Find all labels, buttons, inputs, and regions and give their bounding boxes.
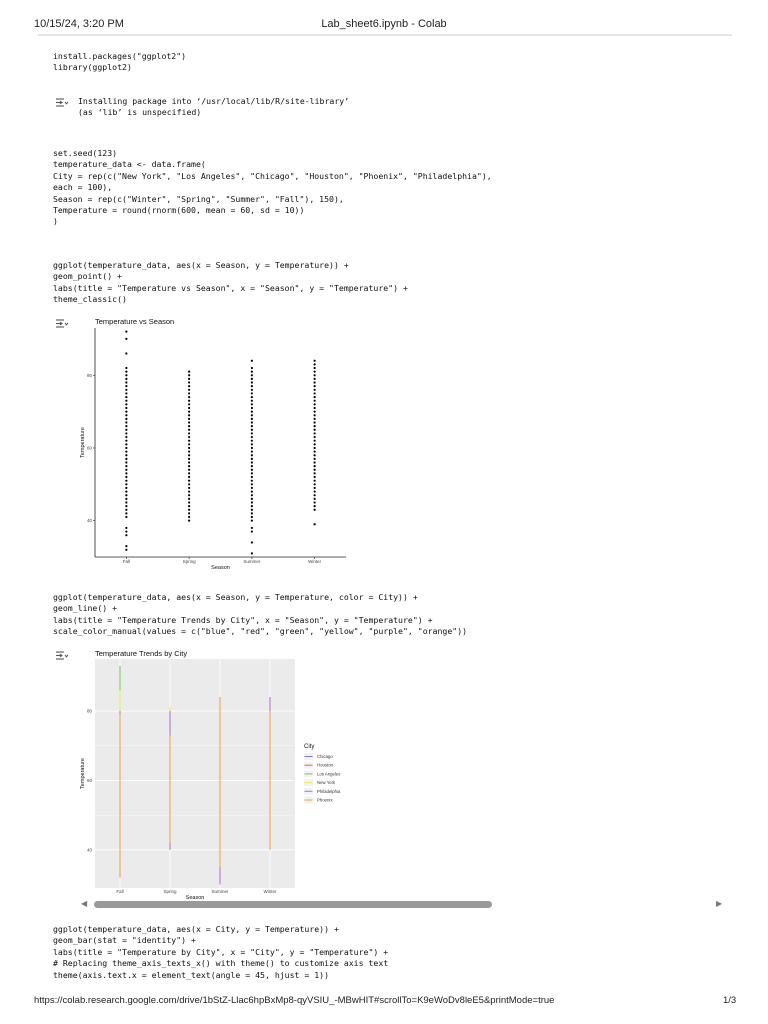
y-tick-label: 80: [86, 708, 92, 714]
data-point: [125, 407, 127, 409]
data-point: [251, 527, 253, 529]
y-tick-label: 60: [86, 445, 92, 451]
x-tick-label: Summer: [211, 889, 229, 894]
x-tick-label: Winter: [308, 559, 322, 564]
data-point: [314, 523, 316, 525]
data-point: [188, 374, 190, 376]
x-tick-label: Spring: [182, 559, 196, 564]
data-point: [251, 407, 253, 409]
data-point: [188, 501, 190, 503]
x-axis-label: Season: [185, 895, 205, 901]
data-point: [314, 480, 316, 482]
data-point: [188, 436, 190, 438]
data-point: [314, 450, 316, 452]
data-point: [314, 418, 316, 420]
data-point: [314, 440, 316, 442]
data-point: [188, 487, 190, 489]
data-point: [125, 527, 127, 529]
data-point: [314, 436, 316, 438]
data-point: [314, 469, 316, 471]
data-point: [125, 396, 127, 398]
data-point: [251, 421, 253, 423]
data-point: [314, 454, 316, 456]
install-output-text: Installing package into ‘/usr/local/lib/R/site-library’ (as ‘lib’ is unspecified): [78, 96, 350, 118]
data-point: [251, 476, 253, 478]
data-point: [314, 381, 316, 383]
data-point: [125, 374, 127, 376]
data-point: [314, 363, 316, 365]
data-point: [314, 465, 316, 467]
data-point: [125, 432, 127, 434]
data-point: [188, 371, 190, 373]
y-axis-label: Temperature: [80, 758, 86, 789]
line-chart: [76, 646, 366, 901]
x-axis-label: Season: [211, 565, 230, 571]
legend-label: New York: [317, 780, 336, 786]
data-point: [125, 400, 127, 402]
data-point: [125, 389, 127, 391]
data-point: [251, 512, 253, 514]
data-point: [125, 450, 127, 452]
data-point: [251, 440, 253, 442]
data-point: [125, 465, 127, 467]
data-point: [314, 487, 316, 489]
data-point: [125, 414, 127, 416]
data-point: [125, 530, 127, 532]
data-point: [188, 509, 190, 511]
data-point: [251, 458, 253, 460]
data-point: [188, 490, 190, 492]
x-tick-label: Spring: [163, 889, 177, 894]
data-point: [251, 432, 253, 434]
legend-label: Philadelphia: [317, 788, 341, 794]
data-point: [125, 454, 127, 456]
x-tick-label: Fall: [122, 559, 131, 564]
scatter-chart: [76, 314, 356, 576]
data-point: [125, 483, 127, 485]
data-point: [314, 374, 316, 376]
data-point: [251, 436, 253, 438]
data-point: [314, 490, 316, 492]
data-point: [188, 396, 190, 398]
data-point: [251, 396, 253, 398]
data-point: [251, 541, 253, 543]
data-point: [125, 425, 127, 427]
data-point: [314, 429, 316, 431]
data-point: [314, 378, 316, 380]
data-point: [188, 520, 190, 522]
output-toggle-icon[interactable]: [55, 650, 69, 662]
data-point: [251, 378, 253, 380]
data-point: [251, 480, 253, 482]
y-tick-label: 40: [86, 518, 92, 524]
document-title: Lab_sheet6.ipynb - Colab: [321, 18, 447, 30]
data-point: [314, 367, 316, 369]
scroll-left-icon[interactable]: ◀: [81, 899, 88, 908]
data-point: [188, 469, 190, 471]
data-point: [251, 530, 253, 532]
data-point: [125, 352, 127, 354]
data-point: [314, 414, 316, 416]
data-point: [251, 411, 253, 413]
data-point: [188, 414, 190, 416]
data-point: [188, 498, 190, 500]
data-point: [314, 396, 316, 398]
data-point: [125, 501, 127, 503]
data-point: [188, 440, 190, 442]
data-point: [251, 385, 253, 387]
legend-label: Los Angeles: [317, 771, 341, 777]
data-point: [251, 516, 253, 518]
y-axis-label: Temperature: [80, 427, 86, 458]
data-point: [188, 443, 190, 445]
data-point: [251, 454, 253, 456]
data-point: [314, 483, 316, 485]
data-point: [188, 411, 190, 413]
legend-label: Phoenix: [317, 797, 333, 803]
data-point: [314, 472, 316, 474]
data-point: [314, 501, 316, 503]
data-point: [125, 421, 127, 423]
data-point: [314, 411, 316, 413]
data-point: [251, 505, 253, 507]
code-cell-scatter-plot[interactable]: ggplot(temperature_data, aes(x = Season, y = Temperature)) + geom_point() + labs(title = "Temperature vs Season", x = "Season", y = "Temperature") + theme_classic(): [53, 260, 408, 305]
data-point: [188, 400, 190, 402]
data-point: [251, 429, 253, 431]
scroll-right-icon[interactable]: ▶: [716, 899, 723, 908]
data-point: [251, 389, 253, 391]
data-point: [314, 498, 316, 500]
data-point: [314, 360, 316, 362]
data-point: [125, 418, 127, 420]
data-point: [251, 443, 253, 445]
code-cell-bar-plot[interactable]: ggplot(temperature_data, aes(x = City, y = Temperature)) + geom_bar(stat = "identity") + labs(title = "Temperature by City", x = "City", y = "Temperature") + # Replacing theme_axis_texts_x() with theme() to customize axis text theme(axis.text.x = element_text(angle = 45, hjust = 1)): [53, 924, 389, 980]
data-point: [125, 494, 127, 496]
page-number: 1/3: [723, 995, 737, 1006]
data-point: [251, 498, 253, 500]
y-tick-label: 40: [86, 847, 92, 853]
data-point: [314, 458, 316, 460]
data-point: [125, 392, 127, 394]
data-point: [314, 447, 316, 449]
code-cell-data-frame[interactable]: set.seed(123) temperature_data <- data.frame( City = rep(c("New York", "Los Angeles", "Chicago", "Houston", "Phoenix", "Philadelphia"), each = 100), Season = rep(c("Winter", "Spring", "Summer", "Fall"), 150), Temperature = round(rnorm(600, mean = 60, sd = 10)) ): [53, 148, 492, 227]
data-point: [188, 512, 190, 514]
data-point: [125, 549, 127, 551]
data-point: [125, 403, 127, 405]
data-point: [188, 407, 190, 409]
data-point: [125, 378, 127, 380]
data-point: [125, 509, 127, 511]
data-point: [188, 454, 190, 456]
data-point: [125, 443, 127, 445]
data-point: [188, 447, 190, 449]
x-tick-label: Fall: [116, 889, 124, 894]
data-point: [251, 469, 253, 471]
data-point: [188, 472, 190, 474]
data-point: [188, 403, 190, 405]
data-point: [251, 418, 253, 420]
data-point: [251, 450, 253, 452]
data-point: [125, 436, 127, 438]
data-point: [125, 367, 127, 369]
data-point: [125, 490, 127, 492]
data-point: [251, 400, 253, 402]
data-point: [251, 414, 253, 416]
code-cell-install[interactable]: install.packages("ggplot2") library(ggplot2): [53, 51, 187, 73]
data-point: [125, 458, 127, 460]
data-point: [314, 494, 316, 496]
data-point: [314, 400, 316, 402]
data-point: [314, 403, 316, 405]
y-tick-label: 60: [86, 777, 92, 783]
data-point: [125, 512, 127, 514]
data-point: [125, 516, 127, 518]
data-point: [125, 534, 127, 536]
data-point: [125, 505, 127, 507]
data-point: [125, 480, 127, 482]
data-point: [314, 505, 316, 507]
legend-label: Chicago: [317, 754, 333, 759]
data-point: [314, 392, 316, 394]
data-point: [188, 480, 190, 482]
data-point: [251, 509, 253, 511]
data-point: [251, 403, 253, 405]
data-point: [314, 389, 316, 391]
data-point: [188, 429, 190, 431]
data-point: [125, 338, 127, 340]
data-point: [188, 505, 190, 507]
data-point: [125, 411, 127, 413]
data-point: [125, 469, 127, 471]
data-point: [125, 381, 127, 383]
output-toggle-icon[interactable]: [55, 97, 69, 109]
data-point: [125, 461, 127, 463]
data-point: [125, 545, 127, 547]
data-point: [251, 520, 253, 522]
print-datetime: 10/15/24, 3:20 PM: [34, 18, 124, 30]
plot-panel: [95, 659, 295, 888]
data-point: [251, 425, 253, 427]
data-point: [188, 421, 190, 423]
data-point: [125, 429, 127, 431]
line-plot-output: [76, 646, 366, 901]
data-point: [251, 367, 253, 369]
data-point: [188, 432, 190, 434]
chart-title: Temperature vs Season: [95, 317, 175, 326]
data-point: [125, 472, 127, 474]
page-url: https://colab.research.google.com/drive/1bStZ-Llac6hpBxMp8-qyVSIU_-MBwHIT#scrollTo=K9eWoDv8leE5&printMode=true: [34, 995, 555, 1006]
data-point: [188, 458, 190, 460]
data-point: [314, 509, 316, 511]
data-point: [251, 487, 253, 489]
data-point: [125, 440, 127, 442]
data-point: [314, 407, 316, 409]
legend-title: City: [304, 744, 315, 750]
data-point: [125, 487, 127, 489]
y-tick-label: 80: [86, 372, 92, 378]
data-point: [188, 461, 190, 463]
data-point: [188, 465, 190, 467]
data-point: [188, 392, 190, 394]
data-point: [125, 447, 127, 449]
data-point: [251, 494, 253, 496]
data-point: [251, 552, 253, 554]
data-point: [314, 432, 316, 434]
data-point: [188, 483, 190, 485]
data-point: [125, 371, 127, 373]
data-point: [251, 447, 253, 449]
chart-title: Temperature Trends by City: [95, 649, 188, 658]
data-point: [188, 476, 190, 478]
x-tick-label: Winter: [263, 889, 277, 894]
data-point: [251, 465, 253, 467]
data-point: [251, 392, 253, 394]
data-point: [251, 461, 253, 463]
data-point: [314, 421, 316, 423]
data-point: [188, 389, 190, 391]
data-point: [314, 461, 316, 463]
data-point: [188, 494, 190, 496]
data-point: [314, 443, 316, 445]
data-point: [314, 385, 316, 387]
data-point: [188, 425, 190, 427]
data-point: [314, 425, 316, 427]
data-point: [188, 418, 190, 420]
data-point: [188, 450, 190, 452]
data-point: [251, 490, 253, 492]
code-cell-line-plot[interactable]: ggplot(temperature_data, aes(x = Season, y = Temperature, color = City)) + geom_line() + labs(title = "Temperature Trends by City", x = "Season", y = "Temperature") + scale_color_manual(values = c("blue", "red", "green", "yellow", "purple", "orange")): [53, 592, 468, 637]
data-point: [251, 374, 253, 376]
x-tick-label: Summer: [243, 559, 261, 564]
data-point: [188, 385, 190, 387]
legend-label: Houston: [317, 762, 334, 768]
data-point: [251, 472, 253, 474]
data-point: [251, 360, 253, 362]
data-point: [314, 476, 316, 478]
data-point: [188, 378, 190, 380]
data-point: [251, 381, 253, 383]
data-point: [188, 381, 190, 383]
data-point: [251, 483, 253, 485]
data-point: [125, 331, 127, 333]
data-point: [125, 385, 127, 387]
print-header: [0, 18, 768, 32]
header-divider: [38, 34, 732, 36]
data-point: [251, 371, 253, 373]
data-point: [125, 498, 127, 500]
scrollbar-thumb[interactable]: [94, 901, 492, 908]
data-point: [251, 501, 253, 503]
output-toggle-icon[interactable]: [55, 318, 69, 330]
scatter-plot-output: [76, 314, 356, 576]
data-point: [188, 516, 190, 518]
data-point: [314, 371, 316, 373]
data-point: [125, 476, 127, 478]
